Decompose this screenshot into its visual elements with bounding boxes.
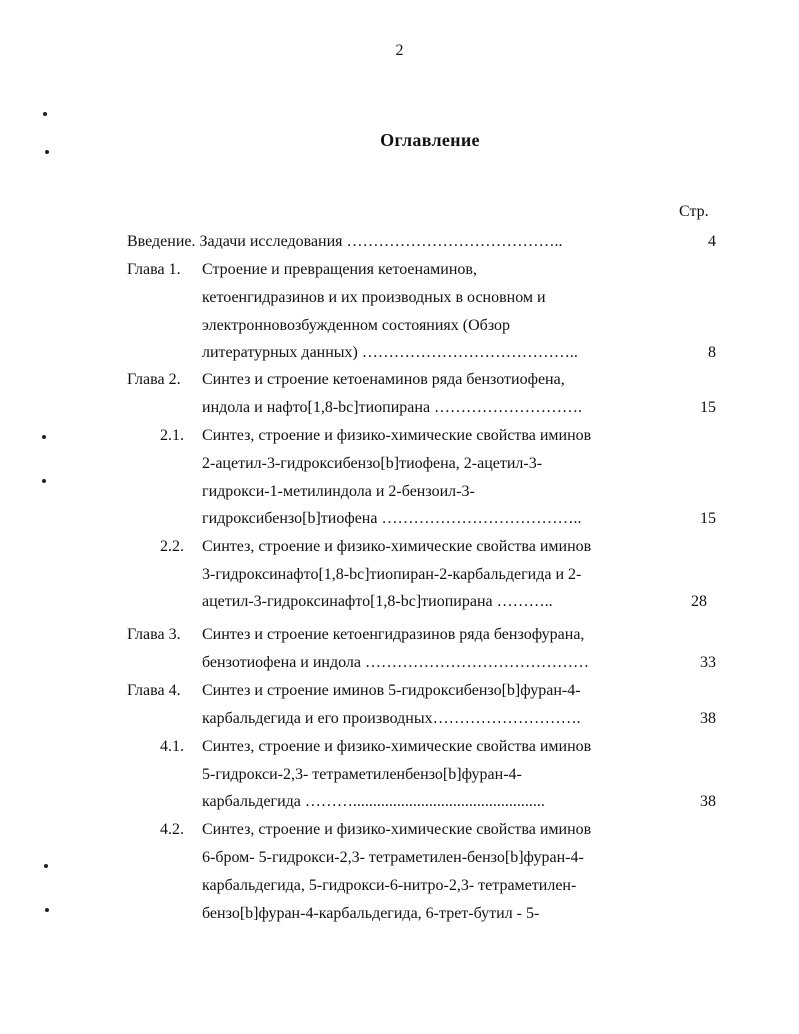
toc-line: 2-ацетил-3-гидроксибензо[b]тиофена, 2-ацетил-3- bbox=[202, 455, 543, 472]
toc-page-number: 28 bbox=[691, 593, 707, 610]
toc-section-label: 4.1. bbox=[160, 738, 184, 755]
toc-page-number: 15 bbox=[700, 399, 716, 416]
toc-line: бензотиофена и индола …………………………………… bbox=[202, 654, 589, 671]
toc-line: ацетил-3-гидроксинафто[1,8-bc]тиопирана ……….. bbox=[202, 593, 553, 610]
toc-page-number: 15 bbox=[700, 510, 716, 527]
toc-line: кетоенгидразинов и их производных в основном и bbox=[202, 289, 546, 306]
scan-speck bbox=[44, 864, 48, 868]
toc-page-number: 38 bbox=[700, 710, 716, 727]
toc-line: 5-гидрокси-2,3- тетраметиленбензо[b]фуран-4- bbox=[202, 766, 522, 783]
toc-line: Синтез, строение и физико-химические свойства иминов bbox=[202, 427, 592, 444]
toc-page-number: 33 bbox=[700, 654, 716, 671]
toc-chapter-label: Глава 4. bbox=[127, 682, 181, 699]
scan-speck bbox=[42, 479, 46, 483]
toc-line: карбальдегида, 5-гидрокси-6-нитро-2,3- тетраметилен- bbox=[202, 877, 577, 894]
toc-line: 6-бром- 5-гидрокси-2,3- тетраметилен-бензо[b]фуран-4- bbox=[202, 849, 584, 866]
toc-line: Синтез, строение и физико-химические свойства иминов bbox=[202, 738, 592, 755]
toc-line: гидрокси-1-метилиндола и 2-бензоил-3- bbox=[202, 483, 475, 500]
toc-section-label: 2.2. bbox=[160, 538, 184, 555]
toc-page-number: 4 bbox=[708, 233, 716, 250]
toc-line: литературных данных) ………………………………….. bbox=[202, 344, 578, 361]
page-title: Оглавление bbox=[380, 130, 480, 150]
toc-line: гидроксибензо[b]тиофена ……………………………….. bbox=[202, 510, 582, 527]
toc-line: Строение и превращения кетоенаминов, bbox=[202, 261, 477, 278]
toc-line: электронновозбужденном состояниях (Обзор bbox=[202, 317, 511, 334]
toc-line: бензо[b]фуран-4-карбальдегида, 6-трет-бутил - 5- bbox=[202, 905, 540, 922]
toc-line: Синтез и строение кетоенаминов ряда бензотиофена, bbox=[202, 371, 565, 388]
toc-line: карбальдегида ………................................................ bbox=[202, 793, 545, 810]
toc-line: Синтез, строение и физико-химические свойства иминов bbox=[202, 538, 592, 555]
scan-speck bbox=[43, 112, 47, 116]
toc-chapter-label: Глава 3. bbox=[127, 626, 181, 643]
toc-chapter-label: Глава 2. bbox=[127, 371, 181, 388]
toc-chapter-label: Глава 1. bbox=[127, 261, 181, 278]
toc-page-number: 38 bbox=[700, 793, 716, 810]
page-number: 2 bbox=[395, 42, 404, 59]
toc-line: карбальдегида и его производных………………………. bbox=[202, 710, 581, 727]
scan-speck bbox=[42, 435, 46, 439]
toc-line: Синтез и строение кетоенгидразинов ряда бензофурана, bbox=[202, 626, 585, 643]
toc-line: Введение. Задачи исследования ………………………………….. bbox=[127, 233, 563, 250]
scan-speck bbox=[45, 150, 49, 154]
toc-line: 3-гидроксинафто[1,8-bc]тиопиран-2-карбальдегида и 2- bbox=[202, 566, 582, 583]
toc-line: Синтез и строение иминов 5-гидроксибензо[b]фуран-4- bbox=[202, 682, 581, 699]
scan-speck bbox=[45, 908, 49, 912]
toc-line: индола и нафто[1,8-bc]тиопирана ………………………. bbox=[202, 399, 583, 416]
toc-page-number: 8 bbox=[708, 344, 716, 361]
toc-section-label: 4.2. bbox=[160, 821, 184, 838]
page-column-header: Стр. bbox=[679, 203, 709, 220]
toc-line: Синтез, строение и физико-химические свойства иминов bbox=[202, 821, 592, 838]
toc-section-label: 2.1. bbox=[160, 427, 184, 444]
